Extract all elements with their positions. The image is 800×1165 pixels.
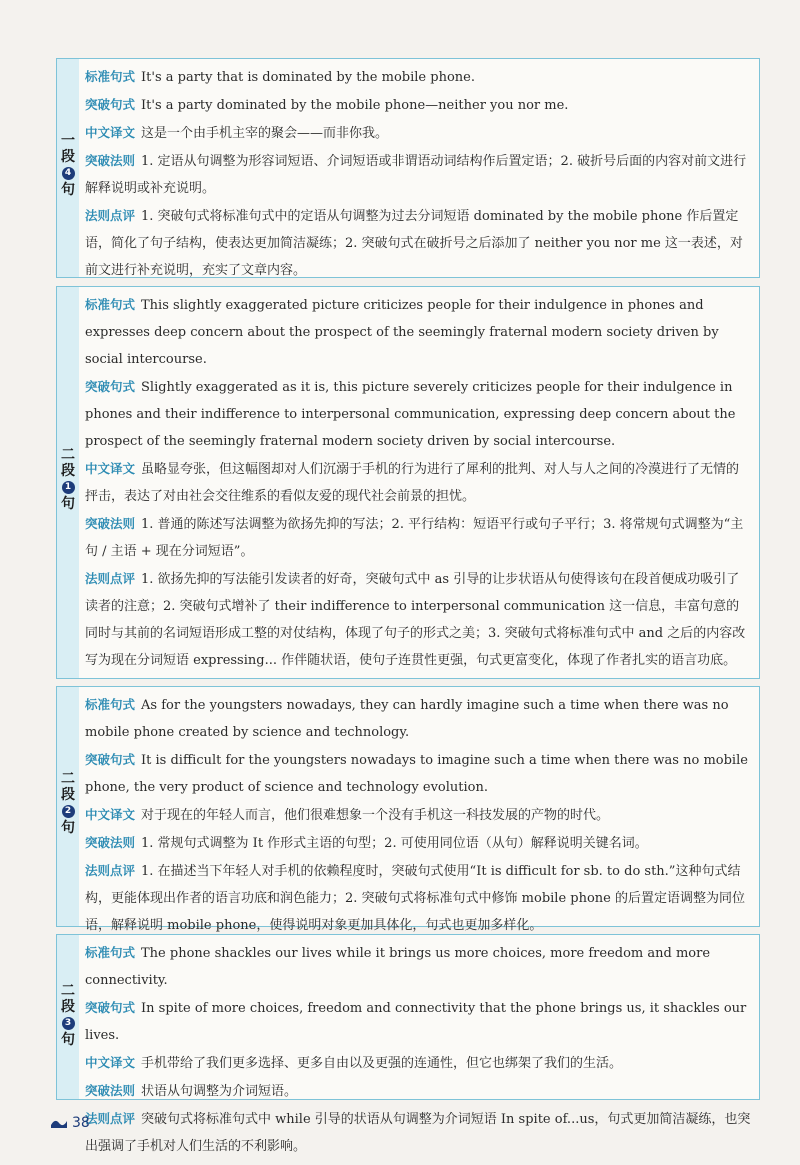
row-label: 标准句式 bbox=[85, 69, 136, 84]
row-label: 法则点评 bbox=[85, 571, 136, 586]
sentence-number-badge: 4 bbox=[62, 167, 75, 180]
row-text: 手机带给了我们更多选择、更多自由以及更强的连通性，但它也绑架了我们的生活。 bbox=[141, 1056, 623, 1071]
row-label: 中文译文 bbox=[85, 461, 136, 476]
row-text: In spite of more choices, freedom and connectivity that the phone brings us, it shackles our lives. bbox=[85, 1001, 747, 1043]
row-label: 标准句式 bbox=[85, 297, 136, 312]
list-item bbox=[85, 291, 751, 373]
list-item bbox=[85, 994, 751, 1049]
row-text: 1. 突破句式将标准句式中的定语从句调整为过去分词短语 dominated by the mobile phone 作后置定语，简化了句子结构，使表达更加简洁凝练；2. 突破句式在破折号之后添加了 neither you nor me 这一表述，对前文进行补充说明，充实了文章内容。 bbox=[85, 209, 743, 278]
list-item bbox=[85, 829, 751, 857]
row-text: 突破句式将标准句式中 while 引导的状语从句调整为介词短语 In spite of...us，句式更加简洁凝练，也突出强调了手机对人们生活的不利影响。 bbox=[85, 1112, 751, 1154]
row-label: 标准句式 bbox=[85, 697, 136, 712]
section-marker: 一 段 4 句 bbox=[61, 133, 75, 198]
row-label: 中文译文 bbox=[85, 807, 136, 822]
list-item bbox=[85, 455, 751, 510]
list-item bbox=[85, 63, 751, 91]
page-number: 38 bbox=[72, 1115, 90, 1131]
list-item bbox=[85, 801, 751, 829]
row-label: 法则点评 bbox=[85, 863, 136, 878]
row-label: 法则点评 bbox=[85, 208, 136, 223]
row-label: 中文译文 bbox=[85, 125, 136, 140]
row-label: 突破法则 bbox=[85, 1083, 136, 1098]
row-list bbox=[85, 691, 751, 939]
row-text: 状语从句调整为介词短语。 bbox=[141, 1084, 298, 1099]
row-text: 1. 常规句式调整为 It 作形式主语的句型；2. 可使用同位语（从句）解释说明关键名词。 bbox=[141, 836, 648, 851]
row-list bbox=[85, 63, 751, 284]
list-item bbox=[85, 1077, 751, 1105]
list-item bbox=[85, 1105, 751, 1160]
list-item bbox=[85, 1049, 751, 1077]
section-card bbox=[56, 58, 760, 278]
row-label: 突破法则 bbox=[85, 153, 136, 168]
row-label: 法则点评 bbox=[85, 1111, 136, 1126]
wave-icon bbox=[50, 1117, 68, 1129]
row-label: 突破句式 bbox=[85, 97, 136, 112]
row-text: 这是一个由手机主宰的聚会——而非你我。 bbox=[141, 126, 389, 141]
list-item bbox=[85, 119, 751, 147]
list-item bbox=[85, 746, 751, 801]
row-label: 标准句式 bbox=[85, 945, 136, 960]
sentence-number-badge: 2 bbox=[62, 805, 75, 818]
row-text: It's a party that is dominated by the mobile phone. bbox=[141, 70, 475, 85]
section-marker: 二 段 2 句 bbox=[61, 771, 75, 836]
row-label: 突破法则 bbox=[85, 516, 136, 531]
row-text: 虽略显夸张，但这幅图却对人们沉溺于手机的行为进行了犀利的批判、对人与人之间的冷漠进行了无情的抨击，表达了对由社会交往维系的看似友爱的现代社会前景的担忧。 bbox=[85, 462, 740, 504]
row-text: 1. 在描述当下年轻人对手机的依赖程度时，突破句式使用“It is difficult for sb. to do sth.”这种句式结构，更能体现出作者的语言功底和润色能力；2. 突破句式将标准句式中修饰 mobile phone 的后置定语调整为同位语，解释说明 mobile phone，使得说明对象更加具体化，句式也更加多样化。 bbox=[85, 864, 746, 933]
row-text: 1. 欲扬先抑的写法能引发读者的好奇，突破句式中 as 引导的让步状语从句使得该句在段首便成功吸引了读者的注意；2. 突破句式增补了 their indifference to interpersonal communication 这一信息，丰富句意的同时与其前的名词短语形成工整的对仗结构，体现了句子的形式之美；3. 突破句式将标准句式中 and 之后的内容改写为现在分词短语 expressing... 作伴随状语，使句子连贯性更强，句式更富变化，体现了作者扎实的语言功底。 bbox=[85, 572, 746, 668]
row-text: As for the youngsters nowadays, they can hardly imagine such a time when there was no mobile phone created by science and technology. bbox=[85, 698, 729, 740]
list-item bbox=[85, 91, 751, 119]
list-item bbox=[85, 510, 751, 565]
row-list bbox=[85, 291, 751, 674]
list-item bbox=[85, 857, 751, 939]
row-text: This slightly exaggerated picture criticizes people for their indulgence in phones and expresses deep concern about the prospect of the seemingly fraternal modern society driven by social intercourse. bbox=[85, 298, 719, 367]
list-item bbox=[85, 939, 751, 994]
row-label: 突破句式 bbox=[85, 379, 136, 394]
row-text: 1. 普通的陈述写法调整为欲扬先抑的写法；2. 平行结构：短语平行或句子平行；3. 将常规句式调整为“主句 / 主语 + 现在分词短语”。 bbox=[85, 517, 744, 559]
section-card bbox=[56, 686, 760, 933]
list-item bbox=[85, 147, 751, 202]
list-item bbox=[85, 691, 751, 746]
row-text: The phone shackles our lives while it brings us more choices, more freedom and more connectivity. bbox=[85, 946, 711, 988]
row-label: 突破句式 bbox=[85, 752, 136, 767]
row-text: It's a party dominated by the mobile phone—neither you nor me. bbox=[141, 98, 569, 113]
sentence-number-badge: 1 bbox=[62, 481, 75, 494]
row-label: 突破句式 bbox=[85, 1000, 136, 1015]
list-item bbox=[85, 202, 751, 284]
sentence-number-badge: 3 bbox=[62, 1017, 75, 1030]
page-footer bbox=[50, 1115, 90, 1131]
row-label: 中文译文 bbox=[85, 1055, 136, 1070]
section-card bbox=[56, 286, 760, 679]
row-text: It is difficult for the youngsters nowadays to imagine such a time when there was no mobile phone, the very product of science and technology evolution. bbox=[85, 753, 748, 795]
row-text: Slightly exaggerated as it is, this picture severely criticizes people for their indulgence in phones and their indifference to interpersonal communication, expressing deep concern about the prospect of the seemingly fraternal modern society driven by social intercourse. bbox=[85, 380, 736, 449]
list-item bbox=[85, 565, 751, 674]
section-marker: 二 段 1 句 bbox=[61, 447, 75, 512]
section-marker: 二 段 3 句 bbox=[61, 983, 75, 1048]
list-item bbox=[85, 373, 751, 455]
row-list bbox=[85, 939, 751, 1160]
row-text: 1. 定语从句调整为形容词短语、介词短语或非谓语动词结构作后置定语；2. 破折号后面的内容对前文进行解释说明或补充说明。 bbox=[85, 154, 747, 196]
row-text: 对于现在的年轻人而言，他们很难想象一个没有手机这一科技发展的产物的时代。 bbox=[141, 808, 610, 823]
row-label: 突破法则 bbox=[85, 835, 136, 850]
